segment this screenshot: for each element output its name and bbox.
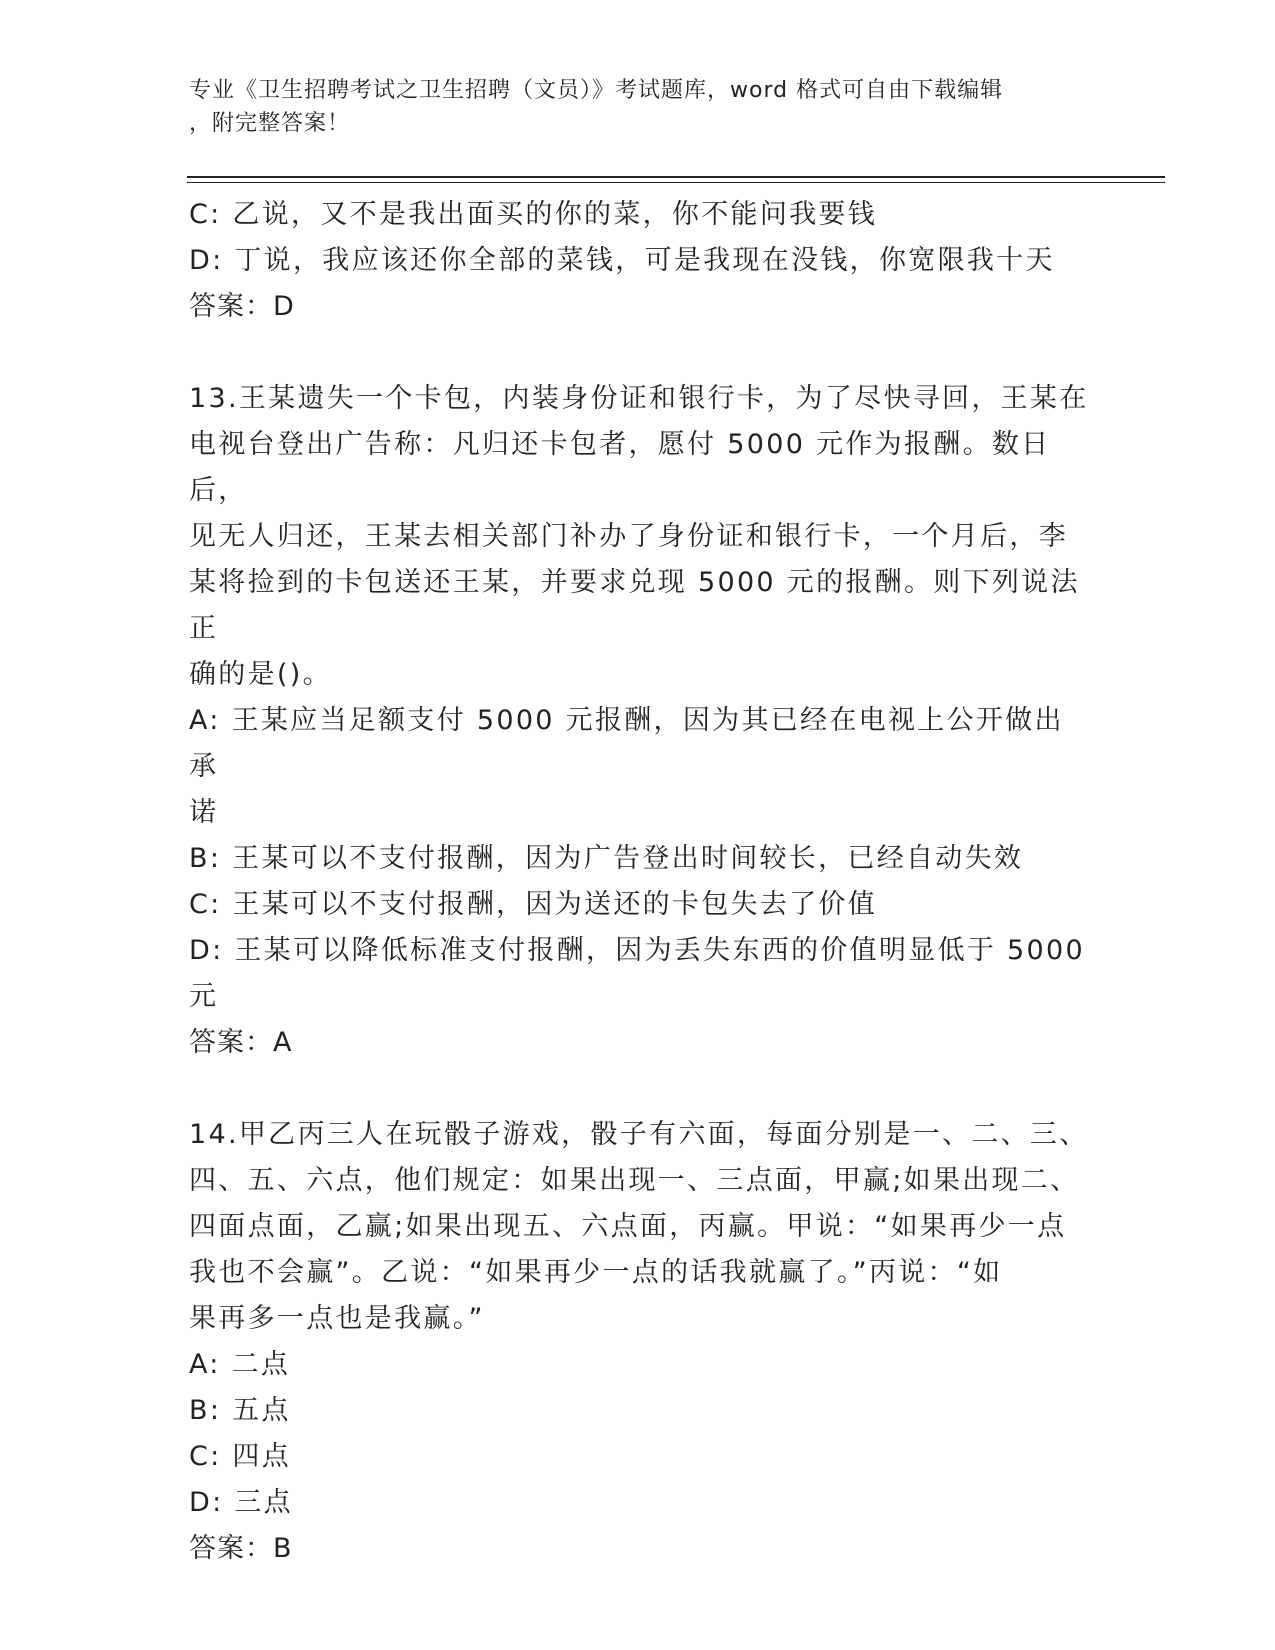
header-line-2: ，附完整答案！ <box>189 111 351 136</box>
option-c: C: 四点 <box>189 1441 292 1472</box>
question-stem-line: 我也不会赢”。乙说：“如果再少一点的话我就赢了。”丙说：“如 <box>189 1257 1003 1288</box>
question-13 <box>189 376 1089 1066</box>
question-stem-line: 13.王某遗失一个卡包，内装身份证和银行卡，为了尽快寻回，王某在 <box>189 383 1089 414</box>
spacer <box>189 1066 1089 1112</box>
option-b: B: 王某可以不支付报酬，因为广告登出时间较长，已经自动失效 <box>189 843 1024 874</box>
header-line-1: 专业《卫生招聘考试之卫生招聘（文员）》考试题库，word 格式可自由下载编辑 <box>189 78 1004 103</box>
question-stem-line: 四面点面，乙赢;如果出现五、六点面，丙赢。甲说：“如果再少一点 <box>189 1211 1067 1242</box>
answer-line: 答案：B <box>189 1533 293 1564</box>
question-stem-line: 14.甲乙丙三人在玩骰子游戏，骰子有六面，每面分别是一、二、三、 <box>189 1119 1089 1150</box>
option-a-line: 诺 <box>189 797 219 828</box>
question-stem-line: 确的是()。 <box>189 659 332 690</box>
option-b: B: 五点 <box>189 1395 291 1426</box>
question-14 <box>189 1112 1089 1572</box>
option-d: D: 三点 <box>189 1487 293 1518</box>
question-stem-line: 见无人归还，王某去相关部门补办了身份证和银行卡，一个月后，李 <box>189 521 1068 552</box>
question-stem-line: 四、五、六点，他们规定：如果出现一、三点面，甲赢;如果出现二、 <box>189 1165 1080 1196</box>
option-c: C: 王某可以不支付报酬，因为送还的卡包失去了价值 <box>189 889 878 920</box>
document-body <box>189 192 1089 1572</box>
option-d-line: 元 <box>189 981 219 1012</box>
option-d-line: D: 王某可以降低标准支付报酬，因为丢失东西的价值明显低于 5000 <box>189 935 1085 966</box>
option-a-line: A: 王某应当足额支付 5000 元报酬，因为其已经在电视上公开做出承 <box>189 705 1064 782</box>
document-header <box>189 74 1069 140</box>
previous-question <box>189 192 1089 330</box>
question-stem-line: 某将捡到的卡包送还王某，并要求兑现 5000 元的报酬。则下列说法正 <box>189 567 1080 644</box>
header-divider-thin <box>187 182 1165 183</box>
header-divider-thick <box>187 176 1165 178</box>
option-d: D: 丁说，我应该还你全部的菜钱，可是我现在没钱，你宽限我十天 <box>189 245 1055 276</box>
answer-line: 答案：A <box>189 1027 293 1058</box>
question-stem-line: 电视台登出广告称：凡归还卡包者，愿付 5000 元作为报酬。数日后， <box>189 429 1051 506</box>
option-c: C: 乙说，又不是我出面买的你的菜，你不能问我要钱 <box>189 199 878 230</box>
spacer <box>189 330 1089 376</box>
answer-line: 答案：D <box>189 291 295 322</box>
option-a: A: 二点 <box>189 1349 291 1380</box>
question-stem-line: 果再多一点也是我赢。” <box>189 1303 485 1334</box>
